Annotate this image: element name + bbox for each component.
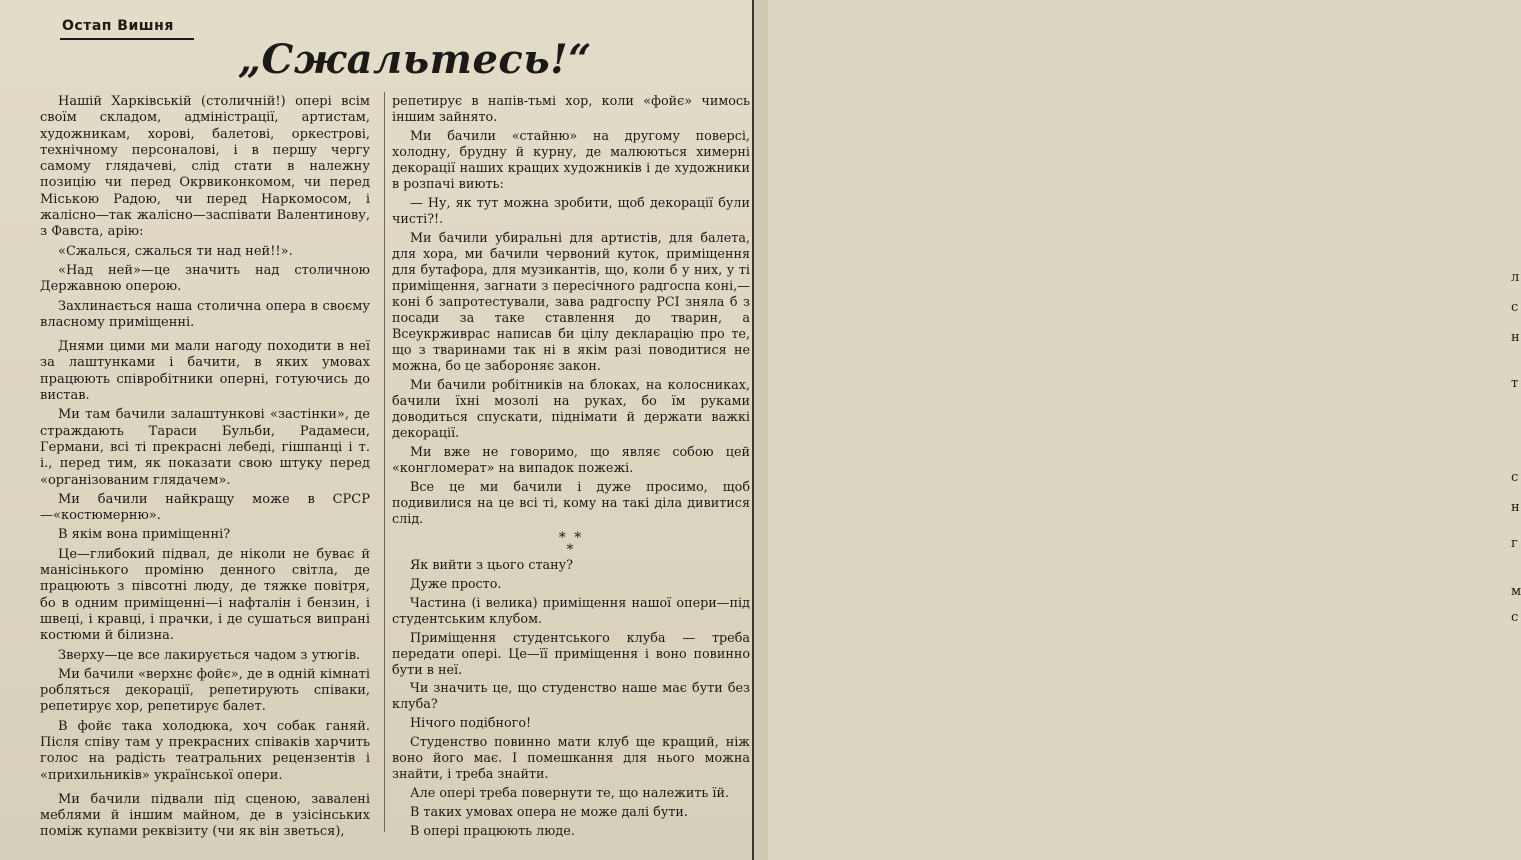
edge-fragment: т: [1511, 376, 1519, 391]
paragraph: Частина (і велика) приміщення нашої опери—під студентським клубом.: [392, 595, 750, 627]
right-column: [392, 94, 750, 843]
paragraph: Ми там бачили залаштункові «застінки», де страждають Тараси Бульби, Радамеси, Германи, всі ті прекрасні лебеді, гішпанці і т. і., перед тим, як показати свою штуку перед «організованим глядачем».: [40, 407, 370, 488]
edge-fragment: н: [1511, 330, 1520, 345]
paragraph: Ми бачили найкращу може в СРСР—«костюмерню».: [40, 491, 370, 524]
neighbor-column-edge: [754, 0, 1521, 860]
edge-fragment: м: [1511, 584, 1521, 599]
author-name: Остап Вишня: [62, 18, 174, 34]
paragraph: В фойє така холодюка, хоч собак ганяй. Після співу там у прекрасних співаків харчить голос на радість театральних рецензентів і «прихильників» української опери.: [40, 718, 370, 783]
paragraph: Ми бачили робітників на блоках, на колосниках, бачили їхні мозолі на руках, бо їм руками доводиться спускати, піднімати й держати важкі декорації.: [392, 377, 750, 441]
paragraph: Як вийти з цього стану?: [410, 557, 573, 573]
edge-fragment: н: [1511, 500, 1520, 515]
edge-fragment: л: [1511, 270, 1520, 285]
column-divider: [384, 92, 385, 832]
paragraph: Ми вже не говоримо, що являє собою цей «конгломерат» на випадок пожежі.: [392, 444, 750, 476]
paragraph: Ми бачили «стайню» на другому поверсі, холодну, брудну й курну, де малюються химерні декорації наших кращих художників і де художники в розпачі виють:: [392, 128, 750, 192]
paragraph: В опері працюють люде.: [410, 824, 575, 840]
paragraph: «Сжалься, сжалься ти над ней!!».: [58, 243, 293, 259]
left-column: [40, 94, 370, 844]
paragraph: Днями цими ми мали нагоду походити в неї за лаштунками і бачити, в яких умовах працюють співробітники оперні, готуючись до вистав.: [40, 339, 370, 404]
edge-fragment: с: [1511, 300, 1519, 315]
paragraph: — Ну, як тут можна зробити, щоб декорації були чисті?!.: [392, 195, 750, 227]
paragraph: Ми бачили «верхнє фойє», де в одній кімнаті робляться декорації, репетирують співаки, репетирує хор, репетирує балет.: [40, 666, 370, 715]
paragraph: «Над ней»—це значить над столичною Державною оперою.: [40, 262, 370, 295]
paragraph: Але опері треба повернути те, що належить їй.: [410, 786, 730, 802]
paragraph: Ми бачили підвали під сценою, завалені меблями й іншим майном, де в узісінських поміж купами реквізиту (чи як він зветься),: [40, 791, 370, 840]
paragraph: Дуже просто.: [410, 576, 502, 592]
edge-fragment: г: [1511, 536, 1518, 551]
paragraph: Чи значить це, що студенство наше має бути без клуба?: [392, 681, 750, 713]
paragraph: Захлинається наша столична опера в своєму власному приміщенні.: [40, 298, 370, 330]
edge-fragment: с: [1511, 470, 1519, 485]
paragraph: Приміщення студентського клуба — треба передати опері. Це—її приміщення і воно повинно бути в неї.: [392, 630, 750, 678]
paragraph: Нашій Харківській (столичній!) опері всім своїм складом, адміністрації, артистам, художникам, хорові, балетові, оркестрові, технічному персоналові, і в першу чергу самому глядачеві, слід стати в належну позицію чи перед Окрвиконкомом, чи перед Міською Радою, чи перед Наркомосом, і жалісно—так жалісно—заспівати Валентинову, з Фавста, арію:: [40, 94, 370, 240]
edge-fragment: с: [1511, 610, 1519, 625]
paragraph: Студенство повинно мати клуб ще кращий, ніж воно його має. І помешкання для нього можна знайти, і треба знайти.: [392, 735, 750, 783]
paragraph: Все це ми бачили і дуже просимо, щоб подивилися на це всі ті, кому на такі діла дивитися слід.: [392, 479, 750, 527]
paragraph: В якім вона приміщенні?: [58, 527, 231, 543]
paragraph: Нічого подібного!: [410, 716, 532, 732]
paragraph: репетирує в напів-тьмі хор, коли «фойє» чимось іншим зайнято.: [392, 94, 750, 125]
paragraph: Це—глибокий підвал, де ніколи не буває й манісінького проміню денного світла, де працюють з півсотні люду, де тяжке повітря, бо в одним приміщенні—і нафталін і бензин, і швеці, і кравці, і прачки, і де сушаться випрані костюми й білизна.: [40, 546, 370, 644]
paragraph: В таких умовах опера не може далі бути.: [410, 805, 688, 821]
section-separator: * * *: [558, 529, 584, 558]
paragraph: Зверху—це все лакирується чадом з утюгів.: [58, 647, 361, 663]
article-title: „Сжальтесь!“: [238, 36, 592, 83]
author-underline: [60, 38, 194, 40]
paragraph: Ми бачили убиральні для артистів, для балета, для хора, ми бачили червоний куток, приміщення для бутафора, для музикантів, що, коли б у них, у ті приміщення, загнати з пересічного радгоспа коні,—коні б запротестували, зава радгоспу РСІ зняла б з посади за таке ставлення до тварин, а Всеукрживрас написав би цілу декларацію про те, що з тваринами так ні в якім разі поводитися не можна, бо це забороняє закон.: [392, 230, 750, 374]
